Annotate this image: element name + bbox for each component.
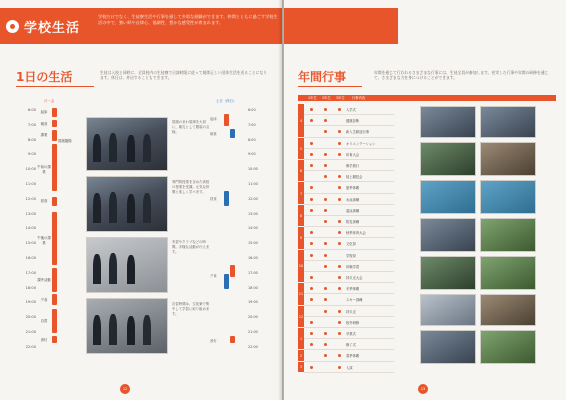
schedule-bar bbox=[52, 197, 57, 206]
event-name: 学校祭 bbox=[346, 253, 356, 258]
holiday-time-label: 19:00 bbox=[248, 300, 258, 305]
participation-dot bbox=[324, 130, 327, 133]
holiday-time-label: 13:00 bbox=[248, 211, 258, 216]
event-photo-training bbox=[420, 142, 476, 176]
participation-dot bbox=[338, 276, 341, 279]
event-name: 陸上競技会 bbox=[346, 175, 363, 180]
time-label: 8:00 bbox=[27, 137, 36, 142]
holiday-time-label: 20:00 bbox=[248, 315, 258, 320]
month-label: 7 bbox=[299, 191, 303, 196]
participation-dot bbox=[324, 242, 327, 245]
participation-dot bbox=[338, 310, 341, 313]
holiday-bar bbox=[230, 129, 235, 138]
participation-dot bbox=[310, 321, 313, 324]
row-divider bbox=[304, 226, 394, 227]
participation-dot bbox=[324, 343, 327, 346]
section-rule-right bbox=[298, 86, 362, 87]
participation-dot bbox=[310, 332, 313, 335]
event-photo-sports bbox=[480, 330, 536, 364]
participation-dot bbox=[338, 108, 341, 111]
row-divider bbox=[304, 282, 394, 283]
month-label: 3 bbox=[299, 365, 303, 370]
holiday-time-label: 16:00 bbox=[248, 256, 258, 260]
section-title: 1日の生活 bbox=[16, 70, 73, 84]
participation-dot bbox=[338, 287, 341, 290]
row-divider bbox=[304, 361, 394, 362]
holiday-time-label: 15:00 bbox=[248, 241, 258, 246]
time-label: 19:00 bbox=[25, 300, 36, 305]
event-photo-field-exercise bbox=[480, 256, 536, 290]
right-page bbox=[284, 0, 566, 400]
event-photo-march bbox=[420, 256, 476, 290]
event-photo-outdoor bbox=[480, 218, 536, 252]
event-photo-graduation bbox=[420, 330, 476, 364]
participation-dot bbox=[310, 209, 313, 212]
holiday-bar bbox=[224, 191, 229, 206]
time-label: 6:00 bbox=[27, 108, 36, 112]
row-divider bbox=[304, 159, 394, 160]
schedule-bar bbox=[52, 144, 57, 191]
holiday-time-label: 14:00 bbox=[248, 226, 258, 231]
time-label: 13:00 bbox=[25, 211, 36, 216]
time-label: 7:00 bbox=[27, 122, 36, 127]
month-band bbox=[298, 362, 304, 372]
holiday-column-label: 土日（休日） bbox=[216, 99, 237, 103]
header-band-right bbox=[284, 8, 398, 44]
participation-dot bbox=[324, 310, 327, 313]
participation-dot bbox=[324, 354, 327, 357]
month-band bbox=[298, 350, 304, 360]
schedule-bar bbox=[52, 120, 57, 127]
event-name: オリエンテーション bbox=[346, 141, 376, 146]
event-name: 新入生歓迎行事 bbox=[346, 130, 370, 135]
bullet-icon bbox=[6, 20, 19, 33]
month-label: 5 bbox=[299, 146, 303, 151]
participation-dot bbox=[310, 366, 313, 369]
event-name: 持久走大会 bbox=[346, 276, 363, 280]
event-name: 春季休暇 bbox=[346, 354, 360, 359]
participation-dot bbox=[324, 265, 327, 268]
caption-2: 専門的授業を含めた高校の授業を受講。元気な仲間と楽しく学べます。 bbox=[172, 180, 210, 194]
participation-dot bbox=[324, 220, 327, 223]
event-photo-field bbox=[480, 142, 536, 176]
section-description: 生徒は入校と同時に、全員校内の生徒寮で日課時限に従って規律正しい団体生活を送ることになります。休日は、外出することもできます。 bbox=[100, 70, 268, 81]
holiday-time-label: 12:00 bbox=[248, 196, 258, 201]
event-name: 体育大会 bbox=[346, 152, 360, 157]
participation-dot bbox=[310, 153, 313, 156]
month-label: 11 bbox=[298, 292, 304, 297]
lab-photo bbox=[86, 237, 168, 293]
holiday-time-label: 6:00 bbox=[248, 108, 256, 112]
event-name: 卒業式 bbox=[346, 332, 356, 336]
col-year3: 3年生 bbox=[336, 96, 345, 100]
holiday-time-label: 9:00 bbox=[248, 152, 256, 157]
participation-dot bbox=[310, 242, 313, 245]
month-band bbox=[298, 104, 304, 137]
row-divider bbox=[304, 305, 394, 306]
time-label: 20:00 bbox=[25, 315, 36, 320]
row-divider bbox=[304, 316, 394, 317]
event-photo-swimming bbox=[420, 180, 476, 214]
caption-3: 実習やクラブなどの時間。多様な活動が行えます。 bbox=[172, 240, 210, 254]
event-photo-run bbox=[420, 294, 476, 326]
row-divider bbox=[304, 327, 394, 328]
participation-dot bbox=[324, 108, 327, 111]
holiday-time-label: 10:00 bbox=[248, 167, 258, 172]
participation-dot bbox=[338, 321, 341, 324]
header-band bbox=[0, 8, 283, 44]
event-photo-race bbox=[480, 294, 536, 326]
time-label: 22:00 bbox=[25, 344, 36, 349]
month-label: 6 bbox=[299, 169, 303, 174]
holiday-time-label: 11:00 bbox=[248, 182, 258, 186]
event-name: 校外研修 bbox=[346, 320, 360, 325]
participation-dot bbox=[324, 209, 327, 212]
holiday-bar bbox=[224, 114, 229, 126]
schedule-label: 昼食 bbox=[40, 199, 48, 204]
participation-dot bbox=[338, 220, 341, 223]
row-divider bbox=[304, 193, 394, 194]
participation-dot bbox=[324, 254, 327, 257]
event-photo-entrance bbox=[420, 106, 476, 138]
flag-raising-label: 国旗掲揚 bbox=[58, 139, 72, 143]
event-name: 夏季休暇 bbox=[346, 186, 360, 191]
participation-dot bbox=[324, 164, 327, 167]
participation-dot bbox=[338, 153, 341, 156]
schedule-label: 午後の課業 bbox=[37, 236, 51, 245]
time-label: 17:00 bbox=[25, 270, 36, 275]
row-divider bbox=[304, 271, 394, 272]
event-name: 体験学習 bbox=[346, 264, 360, 269]
month-label: 4 bbox=[299, 118, 303, 123]
event-name: 水泳訓練 bbox=[346, 197, 360, 202]
schedule-label: 課業 bbox=[40, 133, 48, 138]
event-name: 入学式 bbox=[346, 108, 356, 112]
row-divider bbox=[304, 125, 394, 126]
participation-dot bbox=[338, 242, 341, 245]
col-event: 行事内容 bbox=[352, 96, 366, 100]
participation-dot bbox=[338, 332, 341, 335]
time-label: 16:00 bbox=[25, 256, 36, 260]
month-label: 1 bbox=[299, 337, 303, 342]
schedule-bar bbox=[52, 268, 57, 292]
holiday-bar bbox=[230, 265, 235, 277]
row-divider bbox=[304, 372, 394, 373]
participation-dot bbox=[338, 231, 341, 234]
participation-dot bbox=[310, 186, 313, 189]
participation-dot bbox=[310, 119, 313, 122]
participation-dot bbox=[310, 254, 313, 257]
row-divider bbox=[304, 137, 394, 138]
section-title-right: 年間行事 bbox=[298, 70, 347, 84]
holiday-label: 朝食 bbox=[210, 131, 217, 136]
participation-dot bbox=[310, 164, 313, 167]
participation-dot bbox=[310, 231, 313, 234]
row-divider bbox=[304, 237, 394, 238]
participation-dot bbox=[310, 108, 313, 111]
participation-dot bbox=[338, 354, 341, 357]
participation-dot bbox=[324, 287, 327, 290]
holiday-bar bbox=[230, 336, 235, 343]
month-band bbox=[298, 250, 304, 283]
row-divider bbox=[304, 204, 394, 205]
holiday-time-label: 18:00 bbox=[248, 285, 258, 290]
event-name: 修学旅行 bbox=[346, 164, 360, 168]
row-divider bbox=[304, 338, 394, 339]
row-divider bbox=[304, 249, 394, 250]
schedule-bar bbox=[52, 309, 57, 333]
participation-dot bbox=[338, 186, 341, 189]
event-name: 遠泳訓練 bbox=[346, 208, 360, 213]
classroom-photo bbox=[86, 176, 168, 232]
time-label: 9:00 bbox=[27, 152, 36, 157]
time-label: 12:00 bbox=[25, 196, 36, 201]
event-name: 冬季休暇 bbox=[346, 287, 360, 292]
month-label: 9 bbox=[299, 236, 303, 241]
row-divider bbox=[304, 170, 394, 171]
time-label: 18:00 bbox=[25, 285, 36, 290]
event-name: 健康診断 bbox=[346, 119, 360, 124]
schedule-label: 朝食 bbox=[40, 121, 48, 126]
time-label: 21:00 bbox=[25, 330, 36, 334]
month-label: 2 bbox=[299, 353, 303, 358]
participation-dot bbox=[310, 287, 313, 290]
time-label: 10:00 bbox=[25, 167, 36, 172]
schedule-label: 夕食 bbox=[40, 297, 48, 302]
participation-dot bbox=[338, 198, 341, 201]
participation-dot bbox=[338, 265, 341, 268]
month-label: 12 bbox=[298, 314, 304, 319]
caption-1: 国旗のまわ規律を大切に、朝礼として服装の点検。 bbox=[172, 120, 210, 134]
holiday-label: 昼食 bbox=[210, 196, 217, 201]
schedule-label: 消灯 bbox=[40, 337, 48, 342]
participation-dot bbox=[310, 298, 313, 301]
page-number-right: 13 bbox=[418, 384, 428, 394]
row-divider bbox=[304, 215, 394, 216]
event-name: 文化祭 bbox=[346, 242, 356, 247]
participation-dot bbox=[324, 119, 327, 122]
holiday-time-label: 22:00 bbox=[248, 344, 258, 349]
col-year1: 1年生 bbox=[308, 96, 317, 100]
schedule-bar bbox=[52, 294, 57, 304]
col-year2: 2年生 bbox=[322, 96, 331, 100]
schedule-bar bbox=[52, 130, 57, 140]
holiday-time-label: 8:00 bbox=[248, 137, 256, 142]
participation-dot bbox=[324, 153, 327, 156]
event-name: 秋季体育大会 bbox=[346, 231, 366, 236]
participation-dot bbox=[338, 130, 341, 133]
schedule-label: 午前の課業 bbox=[37, 165, 51, 174]
event-photo-swim-training bbox=[480, 180, 536, 214]
table-header bbox=[298, 95, 556, 101]
event-name: 持久走 bbox=[346, 309, 356, 314]
participation-dot bbox=[324, 198, 327, 201]
row-divider bbox=[304, 181, 394, 182]
time-label: 11:00 bbox=[25, 182, 36, 186]
row-divider bbox=[304, 260, 394, 261]
month-label: 10 bbox=[298, 264, 304, 269]
study-hall-photo bbox=[86, 298, 168, 354]
event-photo-ceremony bbox=[480, 106, 536, 138]
row-divider bbox=[304, 114, 394, 115]
schedule-bar bbox=[52, 336, 57, 343]
participation-dot bbox=[338, 366, 341, 369]
month-label: 8 bbox=[299, 213, 303, 218]
holiday-time-label: 17:00 bbox=[248, 270, 258, 275]
weekday-column-label: 月～金 bbox=[44, 99, 55, 103]
header-description: 学校だけでなく、生徒寮生活や行事を通して多彩な経験ができます。仲間とともに過ごす学校生活の中で、強い絆や自律心、協調性、豊かな感受性が育まれます。 bbox=[98, 14, 278, 26]
page-title: 学校生活 bbox=[24, 21, 81, 36]
time-label: 15:00 bbox=[25, 241, 36, 246]
section-description-right: 年間を通じて行われるさまざまな行事には、生徒全員が参加します。充実した行事や年間の研修を通じて、さまざまな力を身につけることができます。 bbox=[374, 70, 549, 81]
holiday-label: 消灯 bbox=[210, 338, 217, 343]
holiday-bar bbox=[224, 274, 229, 289]
participation-dot bbox=[324, 298, 327, 301]
holiday-time-label: 7:00 bbox=[248, 122, 256, 127]
participation-dot bbox=[310, 198, 313, 201]
schedule-label: 起床 bbox=[40, 110, 48, 115]
time-label: 14:00 bbox=[25, 226, 36, 231]
participation-dot bbox=[338, 142, 341, 145]
participation-dot bbox=[310, 343, 313, 346]
event-photo-parade bbox=[420, 218, 476, 252]
schedule-bar bbox=[52, 212, 57, 265]
row-divider bbox=[304, 293, 394, 294]
section-rule bbox=[16, 86, 94, 87]
event-name: スキー訓練 bbox=[346, 298, 363, 303]
event-name: 修了式 bbox=[346, 343, 356, 348]
participation-dot bbox=[324, 175, 327, 178]
holiday-label: 起床 bbox=[210, 116, 217, 121]
assembly-photo bbox=[86, 117, 168, 171]
holiday-time-label: 21:00 bbox=[248, 330, 258, 334]
event-name: 防災訓練 bbox=[346, 220, 360, 224]
row-divider bbox=[304, 349, 394, 350]
event-name: 入試 bbox=[346, 365, 353, 370]
participation-dot bbox=[338, 175, 341, 178]
participation-dot bbox=[324, 332, 327, 335]
schedule-label: 課外活動 bbox=[37, 277, 51, 282]
participation-dot bbox=[310, 276, 313, 279]
row-divider bbox=[304, 148, 394, 149]
schedule-bar bbox=[52, 108, 57, 117]
page-number: 12 bbox=[120, 384, 130, 394]
participation-dot bbox=[310, 142, 313, 145]
holiday-label: 夕食 bbox=[210, 273, 217, 278]
schedule-label: 自習 bbox=[40, 319, 48, 324]
caption-4: 自習時間は、生徒寮で集中して学習に取り組めます。 bbox=[172, 302, 210, 316]
